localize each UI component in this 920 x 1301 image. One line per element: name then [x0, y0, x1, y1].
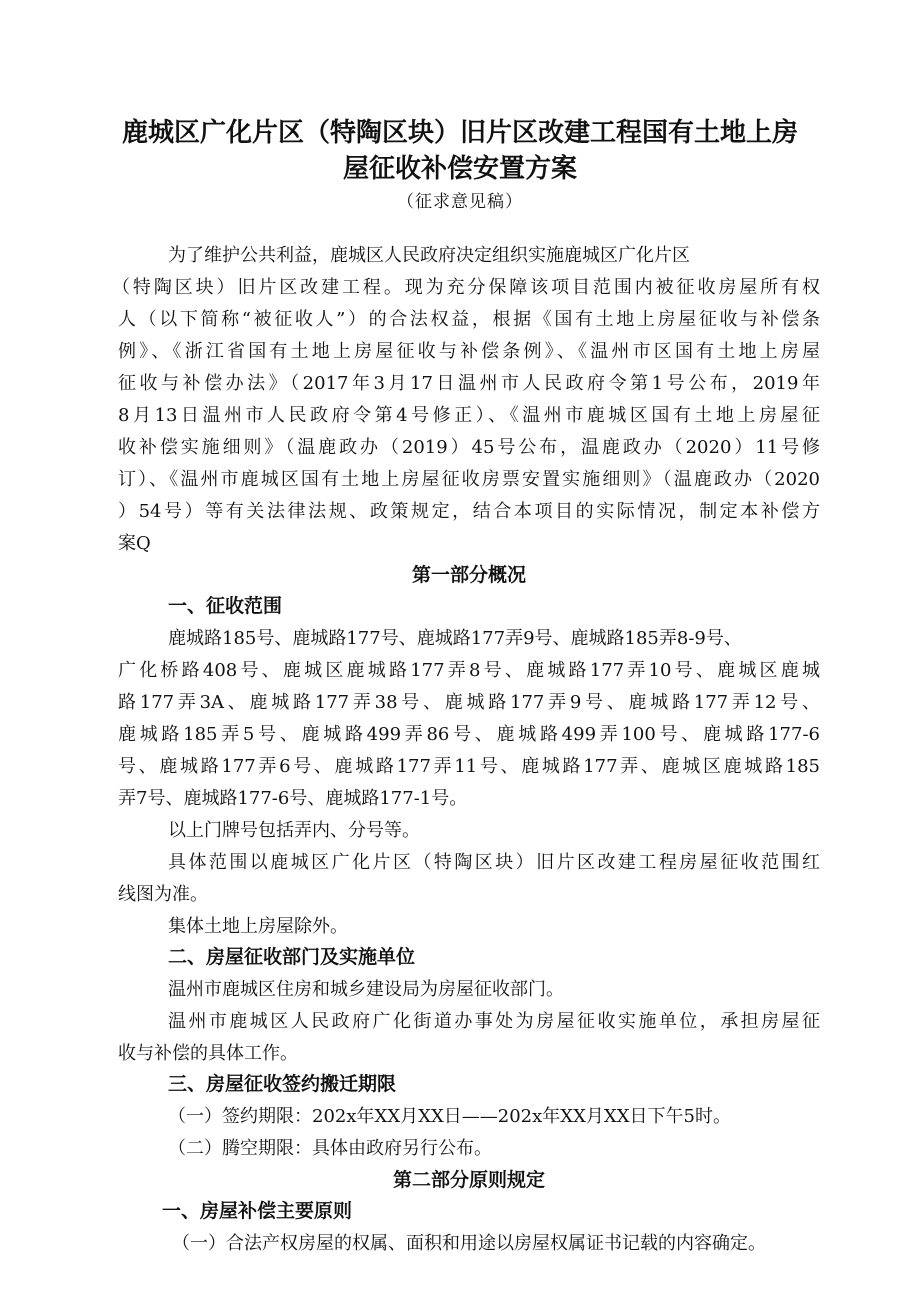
scope-note: 以上门牌号包括弄内、分号等。	[168, 820, 420, 841]
preamble-line: 人（以下简称“被征收人”）的合法权益，根据《国有土地上房屋征收与补偿条	[118, 309, 820, 330]
scope-note: 具体范围以鹿城区广化片区（特陶区块）旧片区改建工程房屋征收范围红	[168, 852, 820, 873]
scope-note: 线图为准。	[118, 884, 208, 905]
deadline-item: （一）签约期限：202x年XX月XX日——202x年XX月XX日下午5时。	[168, 1106, 731, 1127]
preamble-line: 订）、《温州市鹿城区国有土地上房屋征收房票安置实施细则》（温鹿政办（2020	[118, 469, 820, 490]
preamble-line: 例》、《浙江省国有土地上房屋征收与补偿条例》、《温州市区国有土地上房屋	[118, 341, 820, 362]
section-2-title: 二、房屋征收部门及实施单位	[168, 946, 416, 968]
scope-line: 路177弄3A、鹿城路177弄38号、鹿城路177弄9号、鹿城路177弄12号、	[118, 692, 820, 713]
scope-line: 号、鹿城路177弄6号、鹿城路177弄11号、鹿城路177弄、鹿城区鹿城路185	[118, 756, 820, 777]
scope-note: 集体土地上房屋除外。	[168, 916, 348, 937]
document-title-line-1: 鹿城区广化片区（特陶区块）旧片区改建工程国有土地上房	[121, 118, 798, 148]
scope-line: 弄7号、鹿城路177-6号、鹿城路177-1号。	[118, 788, 468, 809]
preamble-line: 征收与补偿办法》（2017年3月17日温州市人民政府令第1号公布，2019年	[118, 373, 820, 394]
principle-item: （一）合法产权房屋的权属、面积和用途以房屋权属证书记载的内容确定。	[172, 1233, 766, 1254]
department-line: 温州市鹿城区人民政府广化街道办事处为房屋征收实施单位，承担房屋征	[168, 1011, 820, 1032]
section-3-title: 三、房屋征收签约搬迁期限	[168, 1073, 397, 1095]
part-2-title: 第二部分原则规定	[392, 1169, 545, 1191]
document-subtitle: （征求意见稿）	[397, 192, 523, 212]
section-1-title: 一、房屋补偿主要原则	[162, 1200, 353, 1222]
preamble-line: 8月13日温州市人民政府令第4号修正）、《温州市鹿城区国有土地上房屋征	[118, 405, 820, 426]
scope-line: 鹿城路185弄5号、鹿城路499弄86号、鹿城路499弄100号、鹿城路177-6	[118, 724, 820, 745]
preamble-line: 收补偿实施细则》（温鹿政办（2019）45号公布，温鹿政办（2020）11号修	[118, 437, 820, 458]
scope-line: 鹿城路185号、鹿城路177号、鹿城路177弄9号、鹿城路185弄8-9号、	[168, 628, 742, 649]
department-line: 收与补偿的具体工作。	[118, 1043, 298, 1064]
section-1-title: 一、征收范围	[168, 595, 283, 617]
deadline-item: （二）腾空期限：具体由政府另行公布。	[168, 1138, 492, 1159]
preamble-line: 为了维护公共利益，鹿城区人民政府决定组织实施鹿城区广化片区	[168, 245, 690, 266]
department-line: 温州市鹿城区住房和城乡建设局为房屋征收部门。	[168, 979, 564, 1000]
preamble-line: ）54号）等有关法律法规、政策规定，结合本项目的实际情况，制定本补偿方	[118, 501, 820, 522]
scope-line: 广化桥路408号、鹿城区鹿城路177弄8号、鹿城路177弄10号、鹿城区鹿城	[118, 660, 820, 681]
preamble-line: 案Q	[118, 533, 151, 554]
preamble-line: （特陶区块）旧片区改建工程。现为充分保障该项目范围内被征收房屋所有权	[112, 277, 820, 298]
document-title-line-2: 屋征收补偿安置方案	[342, 154, 577, 184]
part-1-title: 第一部分概况	[411, 564, 526, 586]
